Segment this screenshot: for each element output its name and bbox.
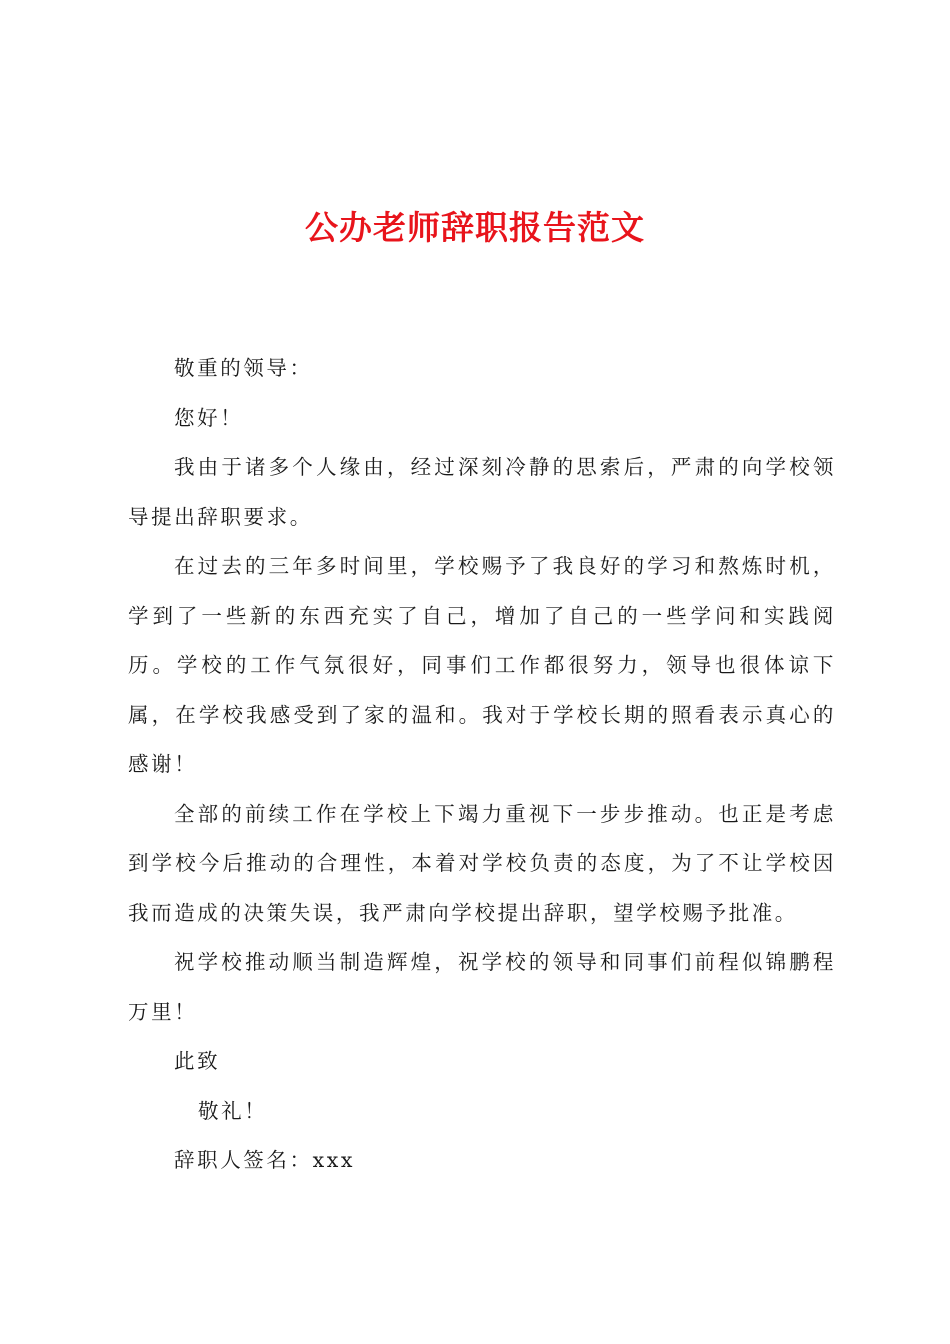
body-paragraph: 在过去的三年多时间里，学校赐予了我良好的学习和熬炼时机，学到了一些新的东西充实了自己，增加了自己的一些学问和实践阅历。学校的工作气氛很好，同事们工作都很努力，领导也很体谅下属，在学校我感受到了家的温和。我对于学校长期的照看表示真心的感谢！ <box>128 554 836 776</box>
greeting: 您好！ <box>174 405 244 430</box>
body-paragraph: 我由于诸多个人缘由，经过深刻冷静的思索后，严肃的向学校领导提出辞职要求。 <box>128 455 836 529</box>
salutation: 敬重的领导： <box>174 356 313 380</box>
document-body <box>128 344 836 1186</box>
body-paragraph: 祝学校推动顺当制造辉煌，祝学校的领导和同事们前程似锦鹏程万里！ <box>128 950 836 1024</box>
body-paragraph: 全部的前续工作在学校上下竭力重视下一步步推动。也正是考虑到学校今后推动的合理性，本着对学校负责的态度，为了不让学校因我而造成的决策失误，我严肃向学校提出辞职，望学校赐予批准。 <box>128 801 836 925</box>
document-title: 公办老师辞职报告范文 <box>305 208 645 247</box>
closing-line: 此致 <box>174 1049 221 1073</box>
signature-line: 辞职人签名：xxx <box>174 1148 356 1172</box>
closing-salute: 敬礼！ <box>198 1098 268 1123</box>
